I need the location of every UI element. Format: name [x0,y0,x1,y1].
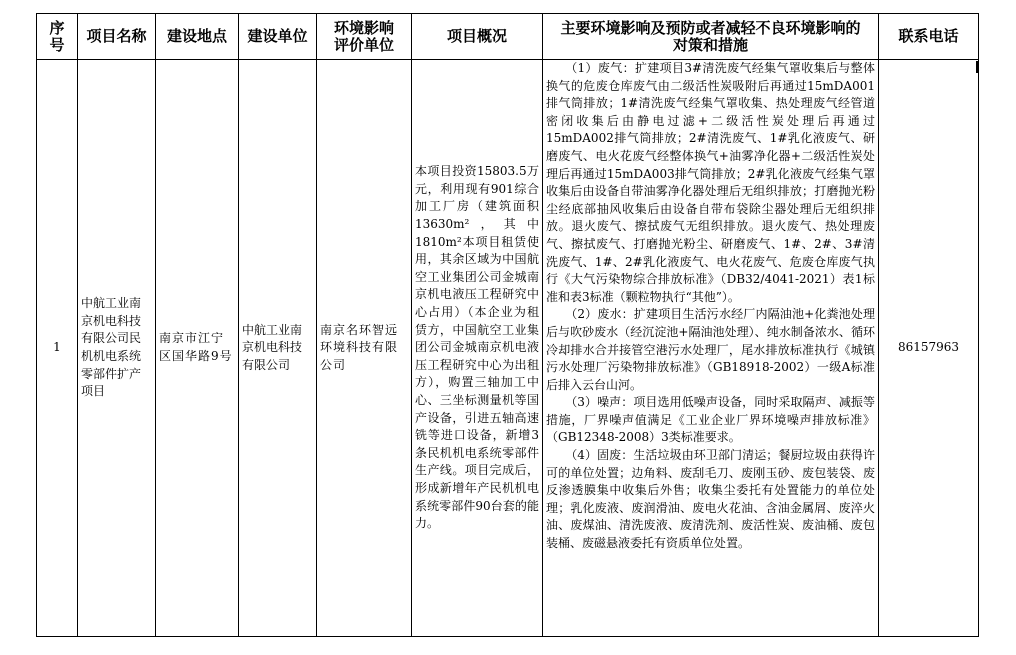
header-eia-unit: 环境影响评价单位 [317,14,412,60]
measure-solid-waste: （4）固废：生活垃圾由环卫部门清运；餐厨垃圾由获得许可的单位处置；边角料、废刮毛刀、废刚玉砂、废包装袋、废反渗透膜集中收集后外售；收集尘委托有处置能力的单位处理；乳化废液、废润滑油、废电火花油、含油金属屑、废淬火油、废煤油、清洗废液、废清洗剂、废活性炭、废油桶、废包装桶、废磁悬液委托有资质单位处置。 [546,448,875,551]
header-overview: 项目概况 [412,14,543,60]
cell-measures [543,60,879,637]
project-table [36,13,979,637]
header-construction-unit: 建设单位 [239,14,317,60]
cell-phone: 86157963 [879,60,979,637]
header-measures: 主要环境影响及预防或者减轻不良环境影响的对策和措施 [543,14,879,60]
header-location: 建设地点 [156,14,239,60]
measure-air: （1）废气：扩建项目3#清洗废气经集气罩收集后与整体换气的危废仓库废气由二级活性炭吸附后再通过15mDA001排气筒排放；1#清洗废气经集气罩收集、热处理废气经管道密闭收集后由静电过滤+二级活性炭处理后再通过15mDA002排气筒排放；2#清洗废气、1#乳化液废气、研磨废气、电火花废气经整体换气+油雾净化器+二级活性炭处理后再通过15mDA003排气筒排放；2#乳化液废气经集气罩收集后由设备自带油雾净化器处理后无组织排放；打磨抛光粉尘经底部抽风收集后由设备自带布袋除尘器处理后无组织排放。退火废气、擦拭废气无组织排放。退火废气、热处理废气、擦拭废气、打磨抛光粉尘、研磨废气、1#、2#、3#清洗废气、1#、2#乳化液废气、电火花废气、危废仓库废气执行《大气污染物综合排放标准》（DB32/4041-2021）表1标准和表3标准（颗粒物执行“其他”）。 [546,61,875,304]
header-seq: 序号 [37,14,78,60]
cell-construction-unit: 中航工业南京机电科技有限公司 [239,60,317,637]
measure-noise: （3）噪声：项目选用低噪声设备，同时采取隔声、减振等措施，厂界噪声值满足《工业企业厂界环境噪声排放标准》（GB12348-2008）3类标准要求。 [546,395,875,445]
cell-seq: 1 [37,60,78,637]
header-row [37,14,979,60]
measure-water: （2）废水：扩建项目生活污水经厂内隔油池+化粪池处理后与吹砂废水（经沉淀池+隔油池处理）、纯水制备浓水、循环冷却排水合并接管空港污水处理厂，尾水排放标准执行《城镇污水处理厂污染物排放标准》（GB18918-2002）一级A标准后排入云台山河。 [546,307,875,392]
cell-project-name: 中航工业南京机电科技有限公司民机机电系统零部件扩产项目 [78,60,156,637]
edge-mark [976,61,978,73]
cell-eia-unit: 南京名环智远环境科技有限公司 [317,60,412,637]
table-row [37,60,979,637]
cell-location: 南京市江宁区国华路9号 [156,60,239,637]
header-phone: 联系电话 [879,14,979,60]
header-project-name: 项目名称 [78,14,156,60]
cell-overview: 本项目投资15803.5万元，利用现有901综合加工厂房（建筑面积13630m²，其中1810m²本项目租赁使用，其余区域为中国航空工业集团公司金城南京机电液压工程研究中心占用）（本企业为租赁方，中国航空工业集团公司金城南京机电液压工程研究中心为出租方），购置三轴加工中心、三坐标测量机等国产设备，引进五轴高速铣等进口设备，新增3条民机机电系统零部件生产线。项目完成后，形成新增年产民机机电系统零部件90台套的能力。 [412,60,543,637]
